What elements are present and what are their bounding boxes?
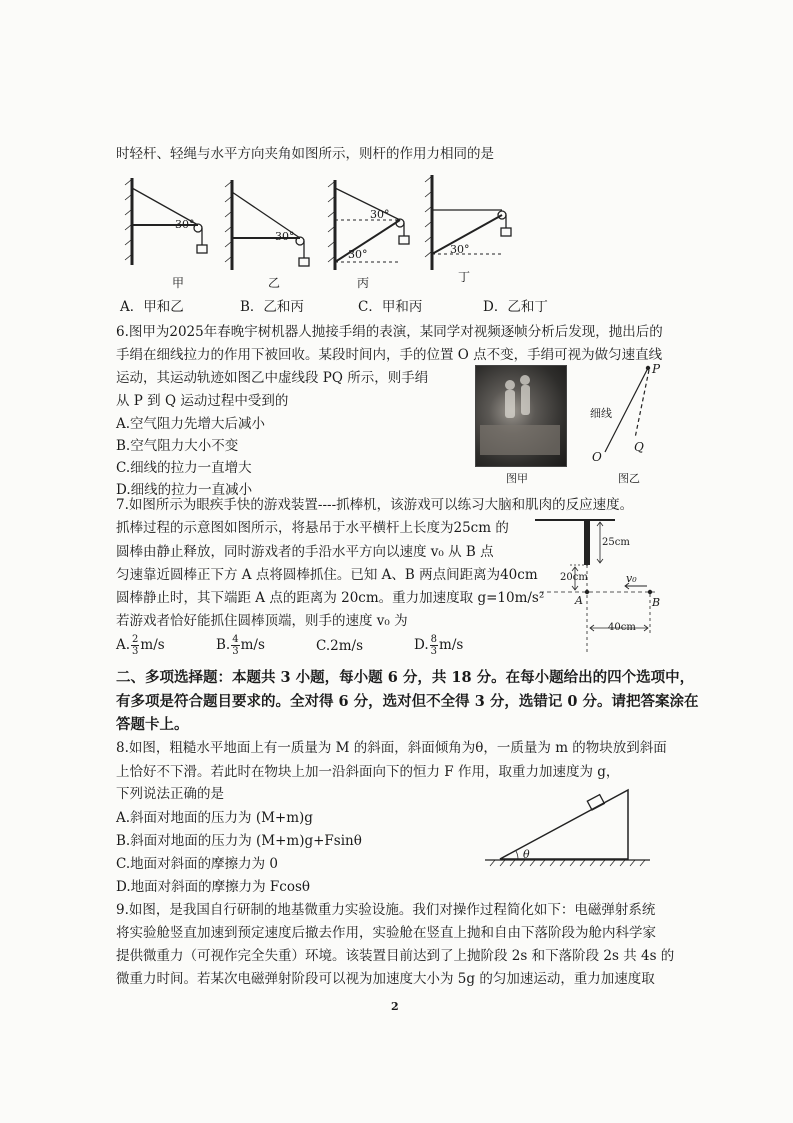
page-number: 2 (391, 1000, 399, 1013)
q5-intro: 时轻杆、轻绳与水平方向夹角如图所示，则杆的作用力相同的是 (116, 146, 494, 162)
angle-jia: 30° (175, 218, 195, 231)
q7-option-d: D. $\frac{8}{3}$ m/s (414, 634, 464, 657)
rod (584, 520, 590, 565)
q6-line-4: 从 P 到 Q 运动过程中受到的 (116, 393, 289, 409)
q8-label-theta: θ (523, 848, 530, 861)
q7-line-1: 7.如图所示为眼疾手快的游戏装置----抓棒机，该游戏可以练习大脑和肌肉的反应速度。 (116, 497, 634, 513)
q8-line-1: 8.如图，粗糙水平地面上有一质量为 M 的斜面，斜面倾角为θ，一质量为 m 的物块放到斜面 (116, 740, 667, 756)
q7-line-3: 圆棒由静止释放，同时游戏者的手沿水平方向以速度 v₀ 从 B 点 (116, 544, 494, 560)
q7-option-c: C.2m/s (316, 638, 364, 654)
label-yi: 乙 (268, 276, 281, 290)
q7-diagram (530, 510, 680, 660)
q7-option-b: B. $\frac{4}{3}$ m/s (216, 634, 265, 657)
q6-line-3: 运动，其运动轨迹如图乙中虚线段 PQ 所示，则手绢 (116, 370, 429, 386)
q6-option-d: D.细线的拉力一直减小 (116, 482, 253, 498)
q5-option-c: C．甲和丙 (358, 299, 423, 315)
q7-label-a: A (575, 594, 583, 607)
q6-option-a: A.空气阻力先增大后减小 (116, 416, 266, 432)
q7-line-2: 抓棒过程的示意图如图所示，将悬吊于水平横杆上长度为25cm 的 (116, 520, 509, 536)
q6-label-p: P (652, 362, 661, 376)
q6-caption-1: 图甲 (506, 472, 528, 485)
section2-line-3: 答题卡上。 (116, 716, 189, 733)
q6-line-2: 手绢在细线拉力的作用下被回收。某段时间内，手的位置 O 点不变，手绢可视为做匀速直线 (116, 347, 663, 363)
point-p (646, 366, 650, 370)
section2-line-2: 有多项是符合题目要求的。全对得 6 分，选对但不全得 3 分，选错记 0 分。请把答案涂在 (116, 693, 699, 710)
q6-line-1: 6.图甲为2025年春晚宇树机器人抛接手绢的表演，某同学对视频逐帧分析后发现，抛出后的 (116, 324, 663, 340)
figure-jia (125, 178, 207, 265)
q7-line-5: 圆棒静止时，其下端距 A 点的距离为 20cm。重力加速度取 g=10m/s² (116, 590, 545, 606)
label-ding: 丁 (458, 270, 471, 284)
q7-label-gap: 20cm (560, 572, 588, 583)
label-bing: 丙 (357, 276, 370, 290)
label-jia: 甲 (172, 276, 185, 290)
q9-line-3: 提供微重力（可视作完全失重）环境。该装置目前达到了上抛阶段 2s 和下落阶段 2s 共 4s 的 (116, 948, 675, 964)
section2-line-1: 二、多项选择题：本题共 3 小题，每小题 6 分，共 18 分。在每小题给出的四个选项中， (116, 669, 695, 686)
q9-line-2: 将实验舱竖直加速到预定速度后撤去作用，实验舱在竖直上抛和自由下落阶段为舱内科学家 (116, 925, 656, 941)
angle-ding: 30° (450, 243, 470, 256)
q8-line-2: 上恰好不下滑。若此时在物块上加一沿斜面向下的恒力 F 作用，取重力加速度为 g， (116, 764, 620, 780)
angle-yi: 30° (275, 230, 295, 243)
point-b (648, 590, 652, 594)
q7-label-v0: v₀ (626, 572, 637, 585)
angle-bing-bottom: 30° (348, 248, 368, 261)
q5-option-a: A．甲和乙 (120, 299, 184, 315)
q7-line-6: 若游戏者恰好能抓住圆棒顶端，则手的速度 v₀ 为 (116, 613, 408, 629)
q7-label-ab: 40cm (608, 622, 636, 633)
q6-caption-2: 图乙 (618, 472, 640, 485)
block (587, 795, 604, 810)
q7-label-b: B (652, 596, 661, 609)
angle-bing-top: 30° (370, 208, 390, 221)
q8-diagram (480, 780, 660, 870)
q6-label-string: 细线 (590, 407, 612, 420)
q6-label-o: O (592, 450, 602, 464)
q6-photo-figures (475, 365, 565, 465)
q6-option-b: B.空气阻力大小不变 (116, 438, 239, 454)
incline (500, 790, 628, 859)
q9-line-4: 微重力时间。若某次电磁弹射阶段可以视为加速度大小为 5g 的匀加速运动，重力加速度取 (116, 971, 655, 987)
point-a (585, 590, 589, 594)
q6-label-q: Q (634, 440, 644, 454)
q5-option-b: B．乙和丙 (240, 299, 304, 315)
figure-bing (328, 180, 409, 270)
q7-label-rod: 25cm (602, 537, 630, 548)
q8-line-3: 下列说法正确的是 (116, 786, 224, 802)
q6-option-c: C.细线的拉力一直增大 (116, 460, 252, 476)
q9-line-1: 9.如图，是我国自行研制的地基微重力实验设施。我们对操作过程简化如下：电磁弹射系统 (116, 902, 656, 918)
q8-option-b: B.斜面对地面的压力为 (M+m)g+Fsinθ (116, 833, 362, 849)
q8-option-c: C.地面对斜面的摩擦力为 0 (116, 856, 279, 872)
q7-line-4: 匀速靠近圆棒正下方 A 点将圆棒抓住。已知 A、B 两点间距离为40cm (116, 567, 538, 583)
figure-yi (225, 180, 309, 270)
q7-option-a: A. $\frac{2}{3}$ m/s (116, 634, 165, 657)
q5-option-d: D．乙和丁 (483, 299, 548, 315)
q8-option-d: D.地面对斜面的摩擦力为 Fcosθ (116, 879, 311, 895)
q8-option-a: A.斜面对地面的压力为 (M+m)g (116, 810, 313, 826)
